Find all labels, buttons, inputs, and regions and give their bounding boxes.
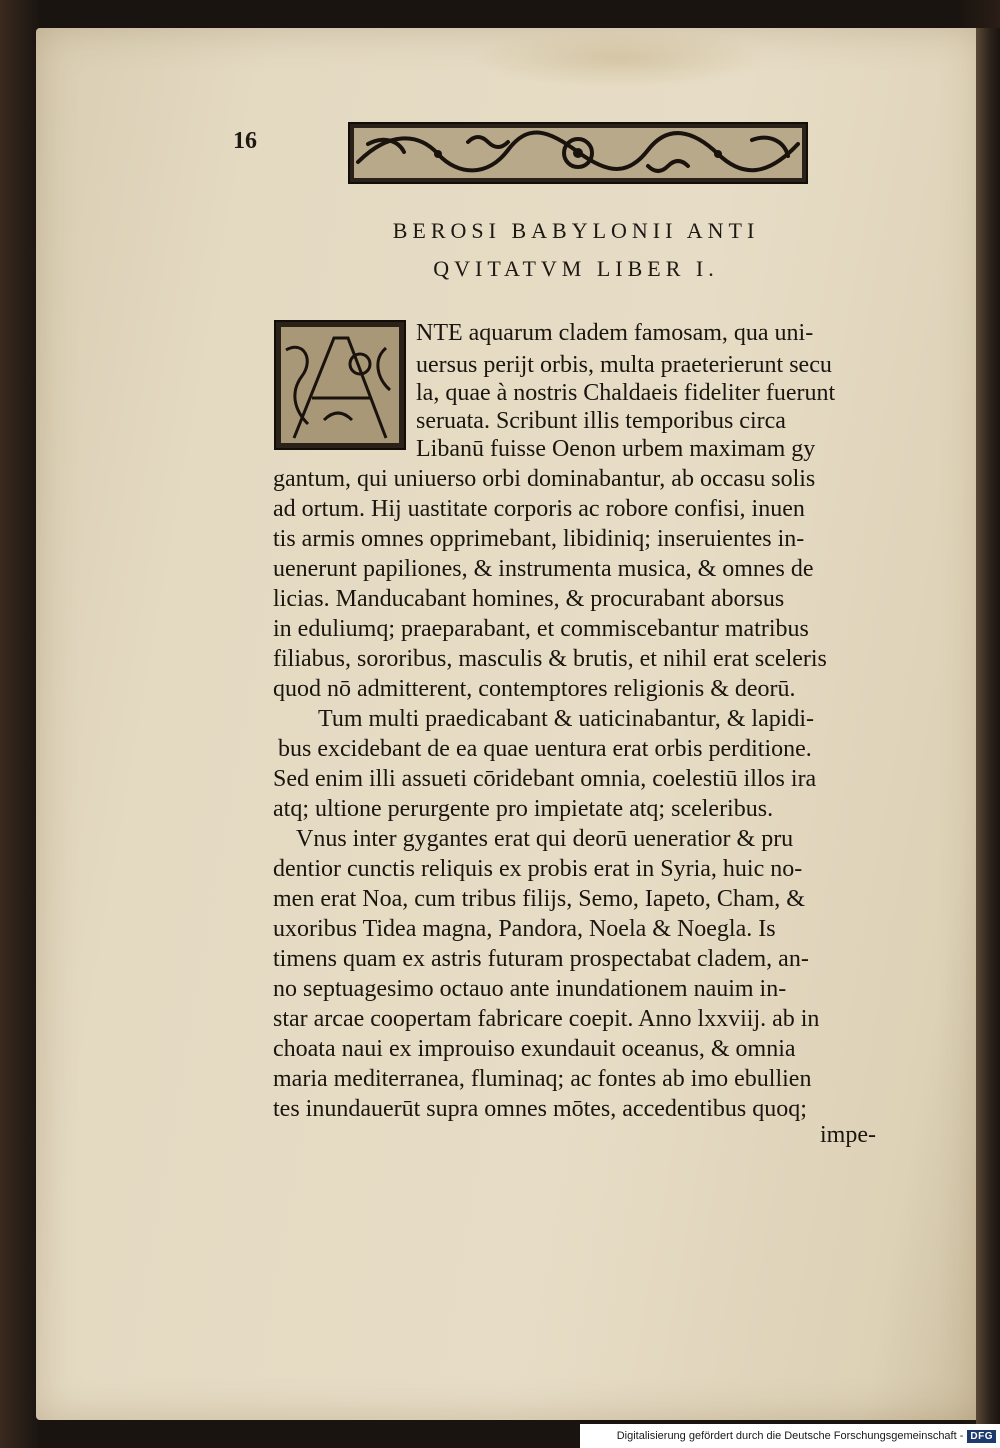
- text-line-8: tis armis omnes opprimebant, libidiniq; inseruientes in-: [273, 526, 805, 552]
- text-line-11: in eduliumq; praeparabant, et commiscebantur matribus: [273, 616, 809, 642]
- ornamental-headpiece-icon: [348, 122, 808, 184]
- text-line-20: men erat Noa, cum tribus filijs, Semo, Iapeto, Cham, &: [273, 886, 805, 912]
- book-edge: [976, 28, 1000, 1428]
- text-line-1: NTE aquarum cladem famosam, qua uni-: [416, 320, 814, 346]
- text-line-14: Tum multi praedicabant & uaticinabantur, & lapidi-: [318, 706, 815, 732]
- text-line-27: tes inundauerūt supra omnes mōtes, accedentibus quoq;: [273, 1096, 807, 1122]
- text-line-18: Vnus inter gygantes erat qui deorū ueneratior & pru: [296, 826, 794, 852]
- text-line-26: maria mediterranea, fluminaq; ac fontes ab imo ebullien: [273, 1066, 812, 1092]
- dfg-logo-icon: DFG: [967, 1430, 996, 1443]
- digitization-footer: [580, 1424, 1000, 1448]
- text-line-9: uenerunt papiliones, & instrumenta musica, & omnes de: [273, 556, 814, 582]
- text-line-19: dentior cunctis reliquis ex probis erat in Syria, huic no-: [273, 856, 803, 882]
- text-line-21: uxoribus Tidea magna, Pandora, Noela & Noegla. Is: [273, 916, 776, 942]
- text-line-25: choata naui ex improuiso exundauit oceanus, & omnia: [273, 1036, 796, 1062]
- text-line-2: uersus perijt orbis, multa praeterierunt secu: [416, 352, 832, 378]
- catchword: impe-: [820, 1122, 876, 1148]
- text-line-23: no septuagesimo octauo ante inundationem nauim in-: [273, 976, 787, 1002]
- paper-stain: [470, 28, 770, 88]
- text-line-22: timens quam ex astris futuram prospectabat cladem, an-: [273, 946, 809, 972]
- text-line-4: seruata. Scribunt illis temporibus circa: [416, 408, 786, 434]
- text-line-10: licias. Manducabant homines, & procurabant aborsus: [273, 586, 785, 612]
- woodcut-initial-a-icon: [274, 320, 406, 450]
- running-title-line-1: BEROSI BABYLONII ANTI: [392, 218, 760, 243]
- text-line-6: gantum, qui uniuerso orbi dominabantur, ab occasu solis: [273, 466, 816, 492]
- page-number: 16: [233, 128, 257, 154]
- text-line-12: filiabus, sororibus, masculis & brutis, et nihil erat sceleris: [273, 646, 827, 672]
- text-line-16: Sed enim illi assueti cōridebant omnia, coelestiū illos ira: [273, 766, 817, 792]
- text-line-13: quod nō admitterent, contemptores religionis & deorū.: [273, 676, 796, 702]
- text-line-15: bus excidebant de ea quae uentura erat orbis perditione.: [278, 736, 812, 762]
- text-line-7: ad ortum. Hij uastitate corporis ac robore confisi, inuen: [273, 496, 805, 522]
- text-line-24: star arcae coopertam fabricare coepit. Anno lxxviij. ab in: [273, 1006, 820, 1032]
- running-title-line-2: QVITATVM LIBER I.: [433, 256, 719, 281]
- text-line-17: atq; ultione perurgente pro impietate atq; sceleribus.: [273, 796, 774, 822]
- footer-credit: Digitalisierung gefördert durch die Deutsche Forschungsgemeinschaft -: [616, 1430, 964, 1442]
- text-line-5: Libanū fuisse Oenon urbem maximam gy: [416, 436, 816, 462]
- text-line-3: la, quae à nostris Chaldaeis fideliter fuerunt: [416, 380, 836, 406]
